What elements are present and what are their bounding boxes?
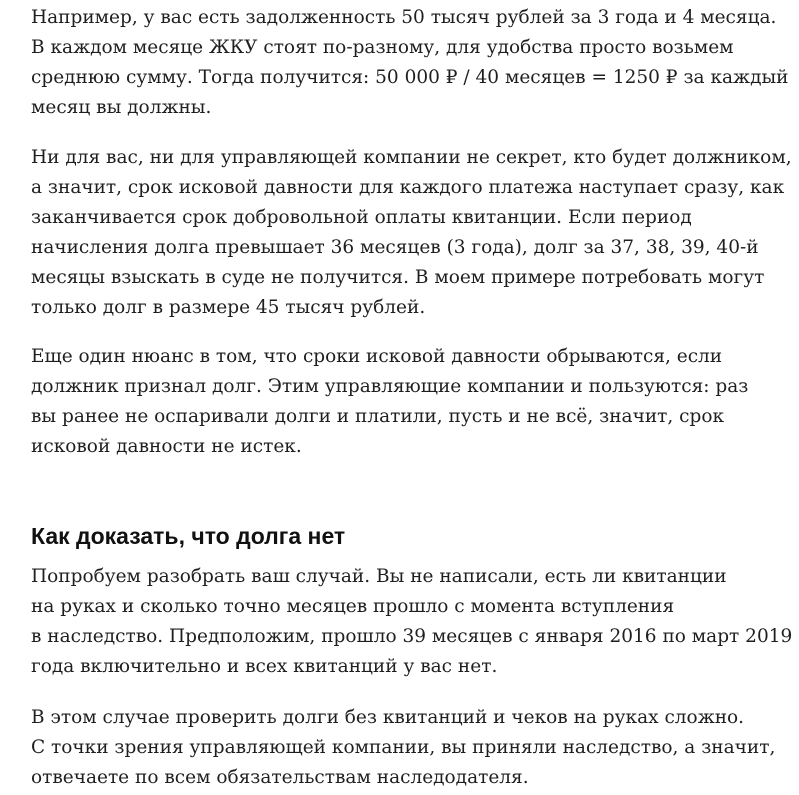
text-line: отвечаете по всем обязательствам наследодателя.	[31, 767, 529, 788]
paragraph-your-case	[31, 562, 792, 682]
paragraph-limitation-period	[31, 143, 792, 323]
text-line: года включительно и всех квитанций у вас нет.	[31, 656, 498, 677]
text-line: месяц вы должны.	[31, 97, 212, 118]
paragraph-debt-example	[31, 3, 789, 123]
section-heading: Как доказать, что долга нет	[31, 523, 346, 549]
text-line: Например, у вас есть задолженность 50 тысяч рублей за 3 года и 4 месяца.	[31, 7, 777, 28]
text-line: Ни для вас, ни для управляющей компании не секрет, кто будет должником,	[31, 147, 792, 168]
text-line: на руках и сколько точно месяцев прошло с момента вступления	[31, 596, 675, 617]
text-line: только долг в размере 45 тысяч рублей.	[31, 297, 426, 318]
text-line: вы ранее не оспаривали долги и платили, пусть и не всё, значит, срок	[31, 406, 725, 427]
text-line: С точки зрения управляющей компании, вы приняли наследство, а значит,	[31, 737, 776, 758]
text-line: в наследство. Предположим, прошло 39 месяцев с января 2016 по март 2019	[31, 626, 793, 647]
paragraph-inheritance	[31, 703, 775, 793]
text-line: заканчивается срок добровольной оплаты квитанции. Если период	[31, 207, 692, 228]
text-line: Попробуем разобрать ваш случай. Вы не написали, есть ли квитанции	[31, 566, 727, 587]
text-line: В каждом месяце ЖКУ стоят по-разному, для удобства просто возьмем	[31, 37, 734, 58]
text-line: месяцы взыскать в суде не получится. В моем примере потребовать могут	[31, 267, 765, 288]
text-line: исковой давности не истек.	[31, 436, 302, 457]
text-line: Еще один нюанс в том, что сроки исковой давности обрываются, если	[31, 346, 723, 367]
text-line: а значит, срок исковой давности для каждого платежа наступает сразу, как	[31, 177, 785, 198]
text-line: начисления долга превышает 36 месяцев (3 года), долг за 37, 38, 39, 40-й	[31, 237, 759, 258]
paragraph-debt-acknowledgement	[31, 342, 748, 462]
text-line: В этом случае проверить долги без квитанций и чеков на руках сложно.	[31, 707, 745, 728]
text-line: среднюю сумму. Тогда получится: 50 000 ₽ / 40 месяцев = 1250 ₽ за каждый	[31, 67, 789, 88]
text-line: должник признал долг. Этим управляющие компании и пользуются: раз	[31, 376, 749, 397]
